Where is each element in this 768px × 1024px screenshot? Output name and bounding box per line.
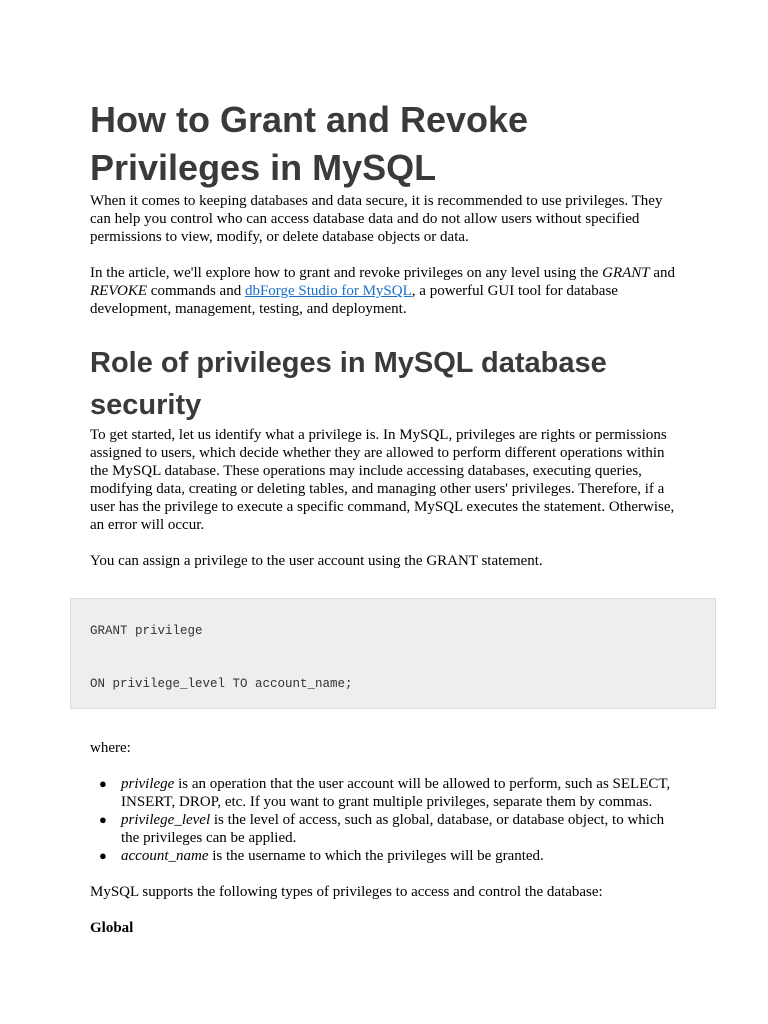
- list-item-text: is the level of access, such as global, database, or database object, to which the privileges can be applied.: [121, 812, 665, 846]
- page-title: How to Grant and Revoke Privileges in MySQL: [90, 99, 529, 188]
- where-label: where:: [90, 740, 131, 756]
- section-heading-privileges-role: Role of privileges in MySQL database security: [90, 347, 607, 421]
- section1-paragraph-2: You can assign a privilege to the user account using the GRANT statement.: [90, 553, 543, 569]
- intro2-text-commands: commands and: [147, 283, 245, 299]
- code-line-1: GRANT privilege: [90, 624, 203, 638]
- revoke-keyword: REVOKE: [90, 283, 148, 299]
- article-column: [90, 96, 680, 570]
- grant-keyword: GRANT: [602, 265, 650, 281]
- global-label: Global: [90, 920, 134, 936]
- section1-paragraph-1: To get started, let us identify what a privilege is. In MySQL, privileges are rights or permissions assigned to users, which decide whether they are allowed to perform different operations within the MySQL database. These operations may include accessing databases, executing queries, modifying data, creating or deleting tables, and managing other users' privileges. Therefore, if a user has the privilege to execute a specific command, MySQL executes the statement. Otherwise, an error will occur.: [90, 427, 675, 533]
- list-item-text: is the username to which the privileges will be granted.: [208, 848, 544, 864]
- intro-paragraph-2: [90, 264, 680, 318]
- intro-paragraph-1: When it comes to keeping databases and data secure, it is recommended to use privileges. They can help you control who can access database data and do not allow users without specified permissions to view, modify, or delete database objects or data.: [90, 193, 663, 245]
- bullet-icon: ●: [99, 812, 107, 827]
- bullet-icon: ●: [99, 848, 107, 863]
- article-column-continued: [90, 739, 680, 937]
- intro2-text-after: , a powerful GUI tool for database development, management, testing, and deployment.: [90, 283, 618, 317]
- intro2-text-before: In the article, we'll explore how to grant and revoke privileges on any level using the: [90, 265, 603, 281]
- list-item-term: privilege_level: [121, 812, 211, 828]
- privilege-types-intro: MySQL supports the following types of privileges to access and control the database:: [90, 884, 603, 900]
- list-item: [99, 811, 680, 847]
- intro2-text-and: and: [649, 265, 676, 281]
- dbforge-studio-link[interactable]: dbForge Studio for MySQL: [244, 283, 412, 299]
- code-block: [70, 598, 716, 709]
- list-item: [99, 847, 680, 865]
- global-label-paragraph: [90, 919, 680, 937]
- list-item: [99, 775, 680, 811]
- parameters-list: [90, 775, 680, 865]
- bullet-icon: ●: [99, 776, 107, 791]
- list-item-text: is an operation that the user account will be allowed to perform, such as SELECT, INSERT, DROP, etc. If you want to grant multiple privileges, separate them by commas.: [121, 776, 671, 810]
- code-line-2: ON privilege_level TO account_name;: [90, 677, 353, 691]
- list-item-term: account_name: [121, 848, 209, 864]
- list-item-term: privilege: [121, 776, 175, 792]
